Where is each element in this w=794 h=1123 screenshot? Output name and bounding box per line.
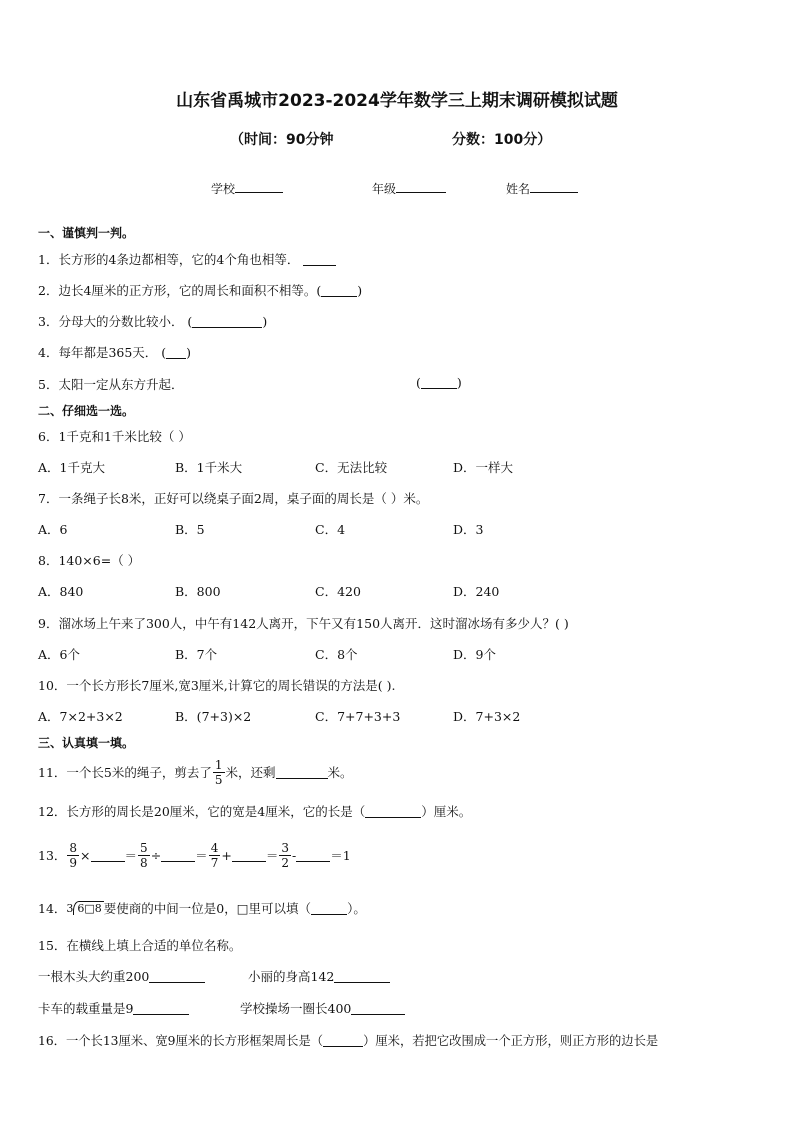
question-14-label: 14． (38, 901, 67, 916)
question-11 (38, 756, 353, 788)
dividend: 6□8 (73, 901, 103, 915)
question-8-text: 8．140×6=（ ） (38, 553, 141, 568)
operator-minus: - (291, 847, 297, 863)
question-12-text: 12．长方形的周长是20厘米，它的宽是4厘米，它的长是（ (38, 804, 366, 819)
question-6-option-c[interactable]: C．无法比较 (315, 460, 388, 475)
question-4-end: ) (186, 345, 192, 360)
grade-blank[interactable] (396, 180, 446, 193)
question-10-option-c[interactable]: C．7+7+3+3 (315, 709, 401, 724)
answer-blank-13a[interactable] (91, 849, 125, 862)
question-5-paren-right: ) (456, 375, 462, 390)
school-label: 学校 (211, 182, 236, 196)
fraction-numerator: 3 (281, 840, 289, 855)
question-15-item-3: 卡车的载重量是9 (38, 1001, 134, 1016)
divisor: 3 (66, 901, 74, 915)
page-title: 山东省禹城市2023-2024学年数学三上期末调研模拟试题 (176, 91, 618, 111)
question-5-text: 5．太阳一定从东方升起． (38, 377, 184, 392)
exam-score: 分数：100分） (452, 132, 552, 148)
equals-sign: ＝ (265, 848, 279, 863)
fraction-4-7 (209, 842, 221, 869)
answer-blank-14[interactable] (311, 902, 347, 915)
question-12-end: ）厘米。 (421, 804, 472, 819)
grade-field[interactable] (372, 180, 446, 197)
section-1-heading: 一、谨慎判一判。 (38, 226, 135, 240)
answer-blank-13b[interactable] (161, 849, 195, 862)
question-4 (38, 343, 191, 361)
question-9-option-a[interactable]: A．6个 (38, 647, 80, 662)
name-field[interactable] (506, 180, 578, 197)
question-14-end: ）。 (347, 901, 366, 916)
equals-one: ＝1 (330, 848, 351, 863)
question-16-text: 16．一个长13厘米、宽9厘米的长方形框架周长是（ (38, 1034, 324, 1048)
answer-blank-15d[interactable] (351, 1002, 405, 1015)
long-division-symbol (66, 902, 103, 915)
question-15-text: 15．在横线上填上合适的单位名称。 (38, 938, 242, 953)
exam-time: （时间：90分钟 (230, 132, 334, 148)
operator-times: × (80, 847, 91, 863)
question-9-option-d[interactable]: D．9个 (453, 647, 496, 662)
question-11-end: 米。 (327, 765, 353, 780)
question-15-line-2a (38, 999, 189, 1017)
school-field[interactable] (211, 180, 283, 197)
question-3 (38, 312, 267, 330)
answer-blank-11[interactable] (276, 766, 328, 779)
answer-blank-1[interactable] (303, 253, 336, 266)
fraction-numerator: 8 (69, 840, 78, 855)
question-7-text: 7．一条绳子长8米，正好可以绕桌子面2周，桌子面的周长是（ ）米。 (38, 491, 429, 506)
section-3-heading: 三、认真填一填。 (38, 736, 135, 750)
fraction-8-9 (67, 842, 79, 869)
answer-blank-13c[interactable] (232, 849, 266, 862)
fraction-numerator: 5 (140, 840, 148, 855)
answer-blank-2[interactable] (321, 284, 357, 297)
question-11-mid: 米，还剩 (225, 765, 276, 780)
answer-blank-3[interactable] (192, 315, 262, 328)
operator-plus: + (221, 847, 232, 863)
question-10-text: 10．一个长方形长7厘米,宽3厘米,计算它的周长错误的方法是( ). (38, 678, 396, 693)
question-2 (38, 281, 362, 299)
question-6-option-b[interactable]: B．1千米大 (175, 460, 243, 475)
name-blank[interactable] (530, 180, 578, 193)
question-8-option-a[interactable]: A．840 (38, 584, 84, 599)
fraction-one-fifth (213, 759, 225, 786)
fraction-denominator: 9 (69, 855, 78, 870)
question-13 (38, 837, 351, 873)
question-14 (38, 897, 366, 919)
question-15-item-2: 小丽的身高142 (248, 969, 335, 984)
question-9-option-b[interactable]: B．7个 (175, 647, 218, 662)
question-7-option-d[interactable]: D．3 (453, 522, 484, 537)
fraction-numerator: 4 (210, 840, 219, 855)
answer-blank-15a[interactable] (149, 970, 205, 983)
question-3-text: 3．分母大的分数比较小． ( (38, 314, 193, 329)
answer-blank-4[interactable] (166, 346, 186, 359)
question-6-option-d[interactable]: D．一样大 (453, 460, 514, 475)
equals-sign: ＝ (124, 848, 138, 863)
question-7-option-c[interactable]: C．4 (315, 522, 346, 537)
section-2-heading: 二、仔细选一选。 (38, 404, 135, 418)
fraction-denominator: 5 (214, 772, 223, 787)
grade-label: 年级 (372, 182, 397, 196)
fraction-5-8 (138, 842, 150, 869)
question-8-option-d[interactable]: D．240 (453, 584, 500, 599)
answer-blank-15c[interactable] (133, 1002, 189, 1015)
question-2-text: 2．边长4厘米的正方形，它的周长和面积不相等。( (38, 283, 322, 298)
name-label: 姓名 (506, 182, 531, 196)
question-13-label: 13． (38, 848, 67, 863)
question-10-option-b[interactable]: B．(7+3)×2 (175, 709, 252, 724)
question-15-item-1: 一根木头大约重200 (38, 969, 150, 984)
question-5-paren-left: ( (416, 375, 421, 390)
question-15-item-4: 学校操场一圈长400 (240, 1001, 352, 1016)
answer-blank-15b[interactable] (334, 970, 390, 983)
question-14-text: 要使商的中间一位是0，□里可以填（ (103, 901, 312, 916)
question-9-text: 9．溜冰场上午来了300人，中午有142人离开，下午又有150人离开．这时溜冰场有多少人？( ) (38, 616, 569, 631)
question-7-option-a[interactable]: A．6 (38, 522, 68, 537)
question-9-option-c[interactable]: C．8个 (315, 647, 358, 662)
question-12 (38, 802, 471, 820)
school-blank[interactable] (235, 180, 283, 193)
question-7-option-b[interactable]: B．5 (175, 522, 205, 537)
fraction-numerator: 1 (214, 757, 223, 772)
question-10-option-a[interactable]: A．7×2+3×2 (38, 709, 123, 724)
question-4-text: 4．每年都是365天． ( (38, 345, 167, 360)
question-1 (38, 250, 336, 268)
question-5-answer (416, 375, 462, 390)
question-15-line-2b (240, 999, 405, 1017)
operator-divide: ÷ (150, 847, 162, 863)
question-11-text: 11．一个长5米的绳子，剪去了 (38, 765, 212, 780)
fraction-3-2 (279, 842, 291, 869)
question-1-text: 1．长方形的4条边都相等，它的4个角也相等． (38, 252, 300, 267)
question-16-end: ）厘米，若把它改围成一个正方形，则正方形的边长是 (363, 1034, 659, 1048)
question-16 (38, 1031, 658, 1049)
answer-blank-12[interactable] (365, 805, 421, 818)
fraction-denominator: 7 (210, 855, 219, 870)
question-6-text: 6．1千克和1千米比较（ ） (38, 429, 191, 444)
fraction-denominator: 8 (140, 855, 148, 870)
question-10-option-d[interactable]: D．7+3×2 (453, 709, 521, 724)
fraction-denominator: 2 (281, 855, 289, 870)
answer-blank-16[interactable] (323, 1034, 363, 1047)
answer-blank-13d[interactable] (296, 849, 330, 862)
question-8-option-c[interactable]: C．420 (315, 584, 361, 599)
question-15-line-1a (38, 967, 205, 985)
question-8-option-b[interactable]: B．800 (175, 584, 221, 599)
question-15-line-1b (248, 967, 390, 985)
question-6-option-a[interactable]: A．1千克大 (38, 460, 105, 475)
equals-sign: ＝ (195, 848, 208, 863)
question-3-end: ) (262, 314, 268, 329)
answer-blank-5[interactable] (421, 376, 457, 389)
question-2-end: ) (357, 283, 363, 298)
